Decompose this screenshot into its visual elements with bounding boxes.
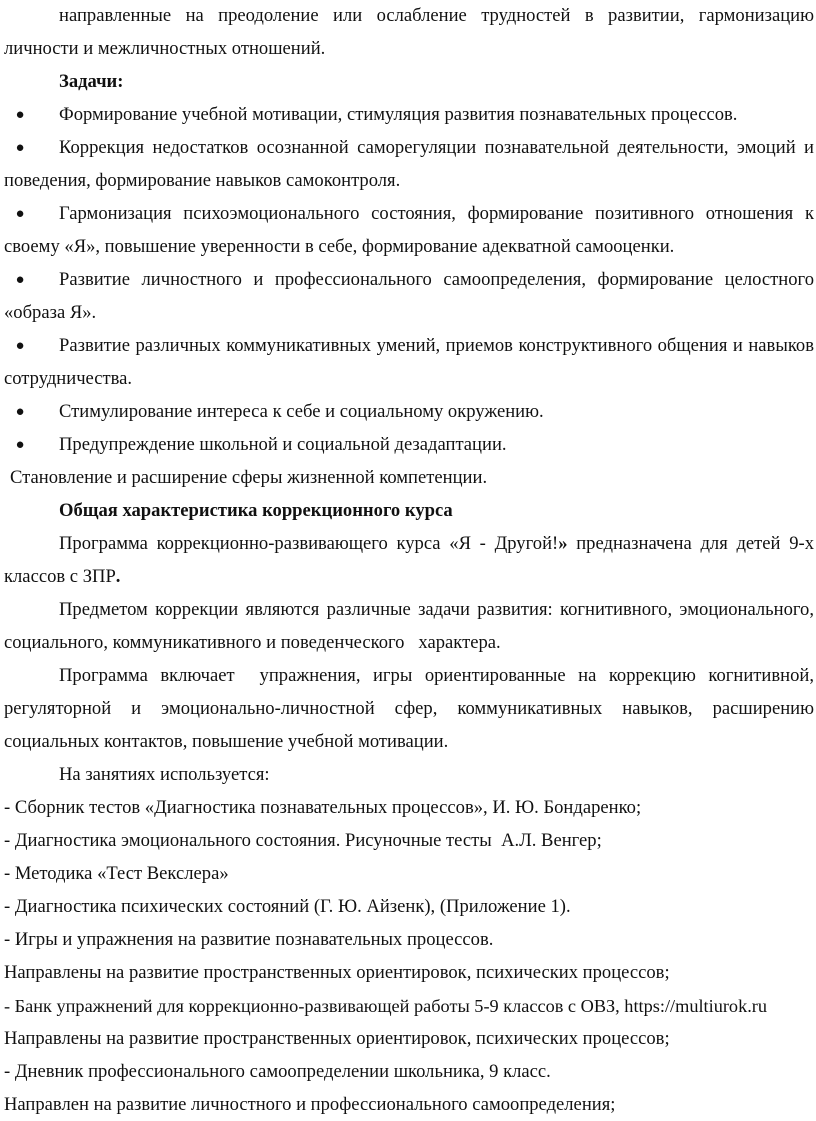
tasks-heading: Задачи: xyxy=(59,71,124,92)
intro-line-1: направленные на преодоление или ослабление трудностей в развитии, гармонизацию xyxy=(59,5,814,26)
bullet-dot-icon: ● xyxy=(15,140,25,156)
task-item-3-line-1: Гармонизация психоэмоционального состояния, формирование позитивного отношения к xyxy=(59,203,814,224)
includes-para-line-1: Программа включает упражнения, игры ориентированные на коррекцию когнитивной, xyxy=(59,665,814,686)
program-para-line-2-start: классов с ЗПР xyxy=(4,566,116,587)
bullet-dot-icon: ● xyxy=(15,404,25,420)
task-item-5-line-2: сотрудничества. xyxy=(4,368,133,389)
resource-item-5: - Игры и упражнения на развитие познавательных процессов. xyxy=(4,929,494,950)
includes-para-line-3: социальных контактов, повышение учебной мотивации. xyxy=(4,731,449,752)
resource-item-2: - Диагностика эмоционального состояния. Рисуночные тесты А.Л. Венгер; xyxy=(4,830,602,851)
task-item-6: Стимулирование интереса к себе и социальному окружению. xyxy=(59,401,544,422)
subject-para-line-1: Предметом коррекции являются различные задачи развития: когнитивного, эмоционального, xyxy=(59,599,814,620)
bullet-dot-icon: ● xyxy=(15,107,25,123)
resource-item-8: Направлены на развитие пространственных ориентировок, психических процессов; xyxy=(4,1028,670,1049)
resource-item-9: - Дневник профессионального самоопределении школьника, 9 класс. xyxy=(4,1061,551,1082)
resource-item-1: - Сборник тестов «Диагностика познавательных процессов», И. Ю. Бондаренко; xyxy=(4,797,642,818)
task-item-5-line-1: Развитие различных коммуникативных умений, приемов конструктивного общения и навыков xyxy=(59,335,814,356)
task-item-3-line-2: своему «Я», повышение уверенности в себе, формирование адекватной самооценки. xyxy=(4,236,675,257)
program-para-line-1-start: Программа коррекционно-развивающего курса «Я - Другой! xyxy=(59,533,559,554)
task-item-7: Предупреждение школьной и социальной дезадаптации. xyxy=(59,434,507,455)
task-item-2-line-2: поведения, формирование навыков самоконтроля. xyxy=(4,170,401,191)
bullet-dot-icon: ● xyxy=(15,437,25,453)
competence-line: Становление и расширение сферы жизненной компетенции. xyxy=(10,467,488,488)
task-item-4-line-2: «образа Я». xyxy=(4,302,97,323)
task-item-2-line-1: Коррекция недостатков осознанной саморегуляции познавательной деятельности, эмоций и xyxy=(59,137,814,158)
resource-item-6: Направлены на развитие пространственных ориентировок, психических процессов; xyxy=(4,962,670,983)
resource-item-3: - Методика «Тест Векслера» xyxy=(4,863,229,884)
program-para-line-1-end: предназначена для детей 9-х xyxy=(567,533,815,554)
resource-item-4: - Диагностика психических состояний (Г. Ю. Айзенк), (Приложение 1). xyxy=(4,896,571,917)
used-heading: На занятиях используется: xyxy=(59,764,270,785)
resource-item-7: - Банк упражнений для коррекционно-развивающей работы 5-9 классов с ОВЗ, https://multiurok.ru xyxy=(4,996,768,1016)
program-para-line-2 xyxy=(4,566,814,588)
bullet-dot-icon: ● xyxy=(15,206,25,222)
resource-item-10: Направлен на развитие личностного и профессионального самоопределения; xyxy=(4,1094,616,1115)
program-para-closing-quote: » xyxy=(558,533,568,554)
bullet-dot-icon: ● xyxy=(15,338,25,354)
includes-para-line-2: регуляторной и эмоционально-личностной сфер, коммуникативных навыков, расширению xyxy=(4,698,814,719)
bullet-dot-icon: ● xyxy=(15,272,25,288)
task-item-4-line-1: Развитие личностного и профессионального самоопределения, формирование целостного xyxy=(59,269,814,290)
task-item-1: Формирование учебной мотивации, стимуляция развития познавательных процессов. xyxy=(59,104,738,125)
subject-para-line-2: социального, коммуникативного и поведенческого характера. xyxy=(4,632,501,653)
program-para-dot: . xyxy=(115,566,121,587)
course-heading: Общая характеристика коррекционного курса xyxy=(59,500,453,521)
program-para-line-1 xyxy=(59,533,814,555)
intro-line-2: личности и межличностных отношений. xyxy=(4,38,326,59)
